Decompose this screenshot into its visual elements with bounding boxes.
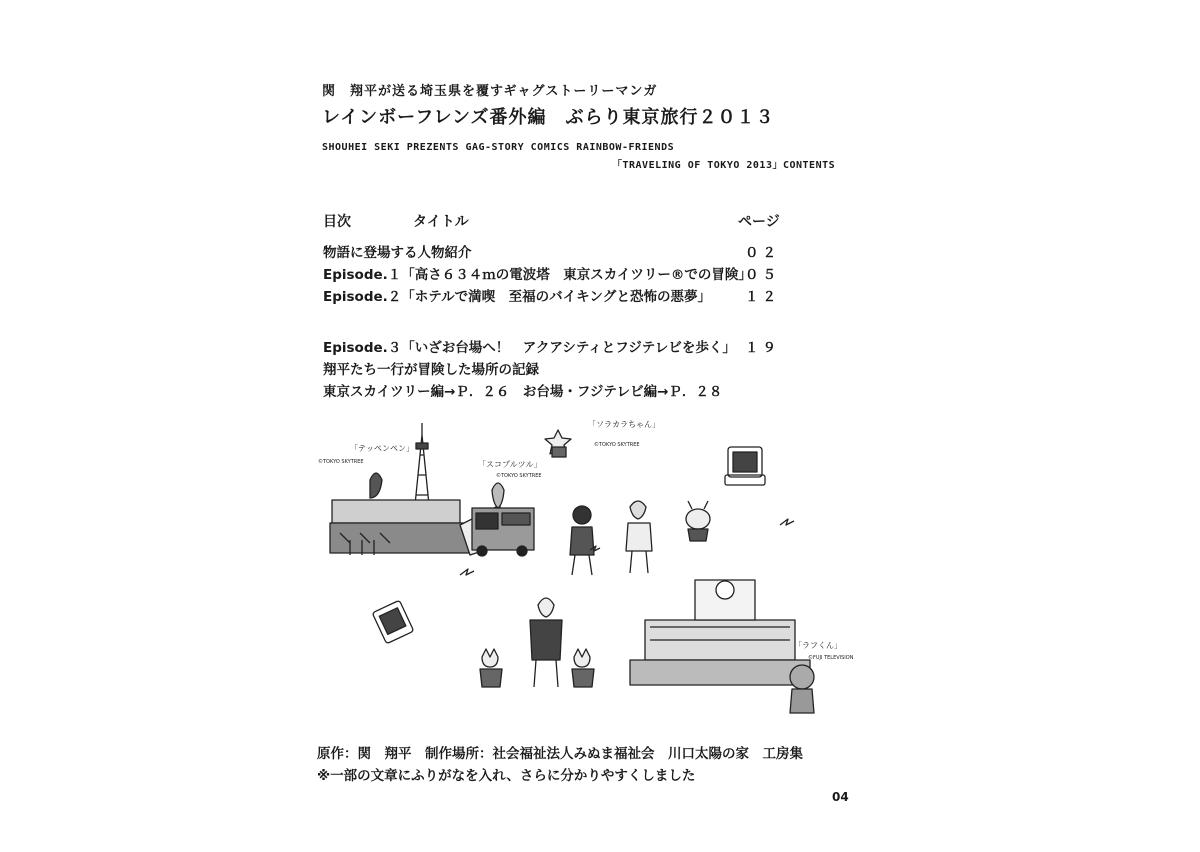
- toc-page-characters: ０２: [745, 245, 780, 261]
- fuji-tv-building: [630, 580, 810, 685]
- alien-character: [686, 501, 710, 541]
- caption-rafu-credit: ©FUJI TELEVISION: [808, 655, 854, 661]
- page-number: 04: [832, 790, 849, 804]
- cat-character-right: [572, 649, 594, 687]
- records-line: 東京スカイツリー編→Ｐ．２６ お台場・フジテレビ編→Ｐ．２８: [323, 384, 723, 400]
- rafu-character: [790, 665, 814, 713]
- cat-character-left: [480, 649, 502, 687]
- caption-rafu: 「ラフくん」: [794, 641, 842, 650]
- toc-page-episode-2: １２: [745, 289, 780, 305]
- lightning-mark: [460, 569, 474, 575]
- toc-page-episode-3: １９: [745, 340, 780, 356]
- toc-column-page: ページ: [738, 214, 780, 230]
- furigana-note: ※一部の文章にふりがなを入れ、さらに分かりやすくしました: [317, 768, 696, 784]
- english-title-line2: 「TRAVELING OF TOKYO 2013」CONTENTS: [612, 160, 836, 171]
- game-console-left: [372, 600, 414, 643]
- toc-item-episode-1: Episode.１「高さ６３４ｍの電波塔 東京スカイツリー®での冒険」: [323, 267, 752, 283]
- toc-item-characters: 物語に登場する人物紹介: [323, 245, 472, 261]
- bus: [472, 483, 534, 556]
- dog-character: [626, 501, 652, 573]
- comic-title: レインボーフレンズ番外編 ぶらり東京旅行２０１３: [322, 107, 775, 128]
- game-console-top: [725, 447, 765, 485]
- man-character: [530, 598, 562, 687]
- caption-sorakara: 「ソラカラちゃん」: [588, 420, 660, 429]
- caption-sukopuruturu: 「スコプルツル」: [478, 460, 542, 469]
- credit-line: 原作：関 翔平 制作場所：社会福祉法人みぬま福祉会 川口太陽の家 工房集: [317, 746, 803, 762]
- caption-sukopuruturu-credit: ©TOKYO SKYTREE: [496, 473, 542, 479]
- comic-subtitle: 関 翔平が送る埼玉県を覆すギャグストーリーマンガ: [322, 84, 658, 99]
- sorakara-character: [545, 430, 571, 457]
- toc-item-episode-3: Episode.３「いざお台場へ！ アクアシティとフジテレビを歩く」: [323, 340, 736, 356]
- caption-teppenpen: 「テッペンペン」: [350, 444, 414, 453]
- toc-column-index: 目次: [323, 214, 351, 230]
- toc-page-episode-1: ０５: [745, 267, 780, 283]
- boy-character: [570, 506, 594, 575]
- english-title-line1: SHOUHEI SEKI PREZENTS GAG-STORY COMICS RAINBOW-FRIENDS: [322, 142, 675, 153]
- caption-sorakara-credit: ©TOKYO SKYTREE: [594, 442, 640, 448]
- records-heading: 翔平たち一行が冒険した場所の記録: [323, 362, 539, 378]
- character-illustration: [310, 415, 870, 735]
- toc-column-title: タイトル: [413, 214, 469, 230]
- caption-teppenpen-credit: ©TOKYO SKYTREE: [318, 459, 364, 465]
- lightning-mark: [780, 519, 794, 525]
- toc-item-episode-2: Episode.２「ホテルで満喫 至福のバイキングと恐怖の悪夢」: [323, 289, 711, 305]
